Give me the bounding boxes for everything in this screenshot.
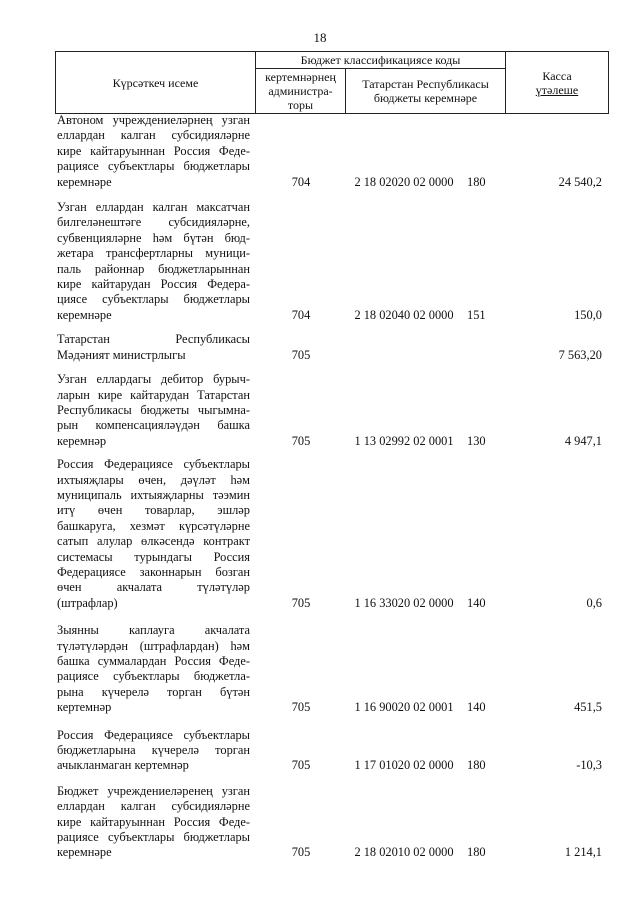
description-line: рына күчерелә торган бүтән: [57, 684, 250, 699]
description-line: түләтүләрдән (штрафлардан) һәм: [57, 638, 250, 653]
row-subcode: 180: [467, 758, 486, 773]
page-number: 18: [313, 30, 327, 45]
description-line: Автоном учреждениеләрнең узган: [57, 113, 250, 127]
description-line: кире кайтарудан Россия Федера-: [57, 277, 250, 292]
row-amount: 451,5: [574, 700, 602, 715]
description-line: еллардан калган субсидияләрне: [57, 799, 250, 814]
description-line: жетара трансфертларны муници-: [57, 246, 250, 261]
description-line: ларын кире кайтарудан Татарстан: [57, 387, 250, 402]
description-line: керемнәре: [57, 307, 112, 322]
description-line: рациясе субъектлары бюджетлары: [57, 159, 250, 174]
row-description: [57, 332, 250, 363]
row-description: [57, 457, 250, 611]
row-subcode: 180: [467, 174, 486, 189]
description-line: бюджетларына күчерелә торган: [57, 743, 250, 758]
row-budget-code: 2 18 02040 02 0000: [354, 307, 454, 322]
row-amount: 7 563,20: [558, 347, 602, 362]
row-amount: 24 540,2: [558, 174, 602, 189]
description-line: Россия Федерациясе субъектлары: [57, 727, 250, 742]
row-budget-code: 2 18 02020 02 0000: [354, 174, 454, 189]
table-body: [57, 113, 610, 861]
table-row: [57, 623, 610, 715]
description-line: Татарстан Республикасы: [57, 332, 250, 347]
description-line: паль районнар бюджетларыннан: [57, 261, 250, 276]
description-line: Федерациясе законнарын бозган: [57, 564, 250, 579]
description-line: рациясе субъектлары бюджетлары: [57, 830, 250, 845]
description-line: Республикасы бюджеты чыгымна-: [57, 402, 250, 417]
table-row: [57, 457, 610, 611]
row-description: [57, 372, 250, 449]
description-line: керемнәре: [57, 845, 112, 860]
row-amount: 150,0: [574, 307, 602, 322]
table-row: [57, 200, 610, 323]
table-row: [57, 372, 610, 449]
description-line: системасы турындагы Россия: [57, 549, 250, 564]
row-admin-code: 705: [291, 758, 311, 773]
header-admin: кертемнәрнең администра- торы: [256, 69, 346, 114]
table-header: [55, 51, 609, 114]
description-line: итү өчен товарлар, эшләр: [57, 503, 250, 518]
description-line: ачыкланмаган кертемнәр: [57, 758, 189, 773]
row-subcode: 151: [467, 307, 486, 322]
row-description: [57, 200, 250, 323]
row-budget-code: 1 16 90020 02 0001: [354, 700, 454, 715]
description-line: Мәдәният министрлыгы: [57, 347, 186, 362]
header-budget-codes: Бюджет классификациясе коды: [256, 52, 506, 69]
row-budget-code: 2 18 02010 02 0000: [354, 845, 454, 860]
description-line: башкаруга, хезмәт күрсәтүләрне: [57, 518, 250, 533]
row-admin-code: 705: [291, 700, 311, 715]
header-budget-revenue: Татарстан Республикасы бюджеты керемнәре: [346, 69, 506, 114]
description-line: муниципаль ихтыяҗларны тәэмин: [57, 487, 250, 502]
description-line: субвенцияләрне һәм бүтән бюд-: [57, 230, 250, 245]
description-line: кертемнәр: [57, 700, 112, 715]
table-row: [57, 728, 610, 774]
row-amount: 0,6: [586, 595, 602, 610]
row-subcode: 130: [467, 433, 486, 448]
description-line: керемнәр: [57, 433, 107, 448]
row-subcode: 140: [467, 700, 486, 715]
description-line: сатып алулар өлкәсендә контракт: [57, 534, 250, 549]
description-line: рын компенсацияләүдән башка: [57, 418, 250, 433]
row-amount: -10,3: [576, 758, 602, 773]
description-line: циясе субъектлары бюджетлары: [57, 292, 250, 307]
description-line: Бюджет учреждениеләренең узган: [57, 783, 250, 798]
row-description: [57, 728, 250, 774]
header-indicator: Күрсәткеч исеме: [56, 52, 256, 114]
description-line: Россия Федерациясе субъектлары: [57, 457, 250, 472]
row-subcode: 140: [467, 595, 486, 610]
description-line: рациясе субъектлары бюджетла-: [57, 669, 250, 684]
row-description: [57, 113, 250, 190]
row-description: [57, 623, 250, 715]
row-subcode: 180: [467, 845, 486, 860]
row-admin-code: 704: [291, 174, 311, 189]
row-admin-code: 705: [291, 347, 311, 362]
description-line: Узган еллардагы дебитор бурыч-: [57, 372, 250, 387]
description-line: кире кайтаруыннан Россия Феде-: [57, 143, 250, 158]
row-amount: 1 214,1: [564, 845, 602, 860]
row-budget-code: 1 13 02992 02 0001: [354, 433, 454, 448]
row-amount: 4 947,1: [564, 433, 602, 448]
row-budget-code: 1 17 01020 02 0000: [354, 758, 454, 773]
row-admin-code: 705: [291, 845, 311, 860]
description-line: ихтыяҗлары өчен, дәүләт һәм: [57, 472, 250, 487]
header-cash: Касса үтәлеше: [506, 52, 609, 114]
row-description: [57, 784, 250, 861]
description-line: Зыянны каплауга акчалата: [57, 623, 250, 638]
description-line: өчен акчалата түләтүләр: [57, 580, 250, 595]
description-line: (штрафлар): [57, 595, 118, 610]
row-admin-code: 704: [291, 307, 311, 322]
description-line: еллардан калган субсидияләрне: [57, 128, 250, 143]
row-admin-code: 705: [291, 433, 311, 448]
description-line: башка суммалардан Россия Феде-: [57, 654, 250, 668]
table-row: [57, 113, 610, 190]
description-line: Узган еллардан калган максатчан: [57, 200, 250, 215]
row-budget-code: 1 16 33020 02 0000: [354, 595, 454, 610]
row-admin-code: 705: [291, 595, 311, 610]
table-row: [57, 784, 610, 861]
description-line: керемнәре: [57, 174, 112, 189]
description-line: кире кайтаруыннан Россия Феде-: [57, 814, 250, 829]
description-line: билгеләнештәге субсидияләрне,: [57, 215, 250, 230]
table-row: [57, 332, 610, 363]
